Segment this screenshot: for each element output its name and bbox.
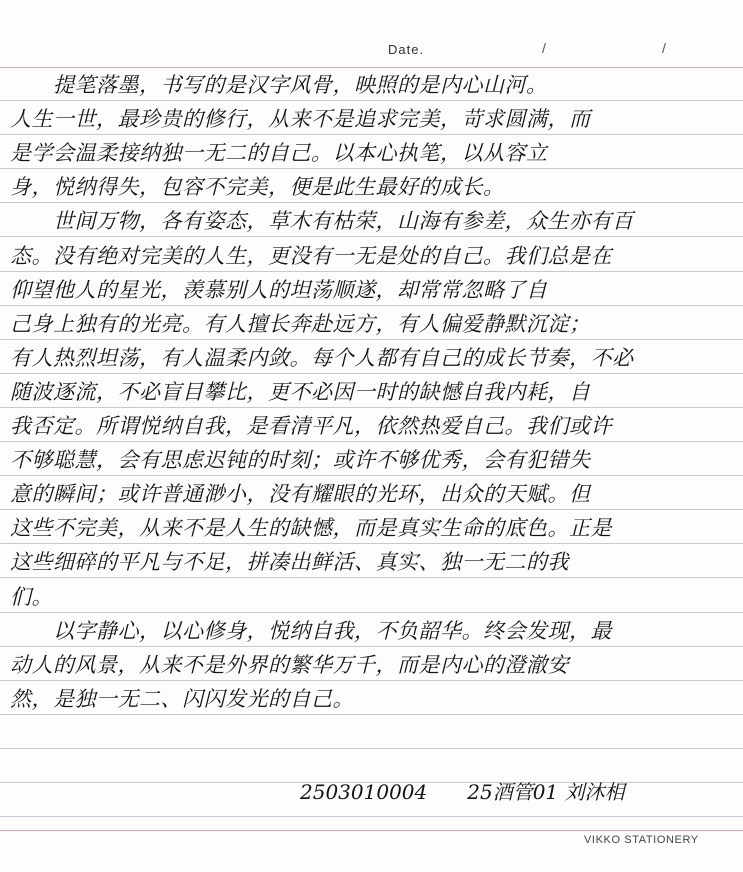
ruled-line	[0, 816, 743, 817]
essay-line: 这些细碎的平凡与不足，拼凑出鲜活、真实、独一无二的我	[10, 550, 569, 574]
essay-line: 是学会温柔接纳独一无二的自己。以本心执笔，以从容立	[10, 141, 548, 165]
ruled-line	[0, 714, 743, 715]
ruled-line	[0, 236, 743, 237]
essay-line: 世间万物，各有姿态，草木有枯荣，山海有参差，众生亦有百	[10, 209, 634, 233]
essay-line: 意的瞬间；或许普通渺小，没有耀眼的光环，出众的天赋。但	[10, 482, 591, 506]
student-id: 2503010004	[300, 780, 428, 804]
ruled-line	[0, 646, 743, 647]
ruled-line	[0, 543, 743, 544]
brand-label: VIKKO STATIONERY	[584, 834, 699, 846]
essay-line: 这些不完美，从来不是人生的缺憾，而是真实生命的底色。正是	[10, 516, 612, 540]
essay-line: 己身上独有的光亮。有人擅长奔赴远方，有人偏爱静默沉淀；	[10, 312, 591, 336]
ruled-line	[0, 407, 743, 408]
essay-line: 提笔落墨，书写的是汉字风骨，映照的是内心山河。	[10, 73, 548, 97]
ruled-line	[0, 168, 743, 169]
ruled-line	[0, 577, 743, 578]
ruled-line	[0, 612, 743, 613]
essay-line: 仰望他人的星光，羡慕别人的坦荡顺遂，却常常忽略了自	[10, 278, 548, 302]
header-rule	[0, 67, 743, 68]
ruled-line	[0, 441, 743, 442]
ruled-line	[0, 680, 743, 681]
essay-line: 们。	[10, 585, 53, 609]
essay-line: 随波逐流，不必盲目攀比，更不必因一时的缺憾自我内耗，自	[10, 380, 591, 404]
ruled-line	[0, 100, 743, 101]
date-slash-1: /	[542, 40, 546, 56]
essay-line: 我否定。所谓悦纳自我，是看清平凡，依然热爱自己。我们或许	[10, 414, 612, 438]
essay-line: 以字静心，以心修身，悦纳自我，不负韶华。终会发现，最	[10, 619, 612, 643]
essay-line: 态。没有绝对完美的人生，更没有一无是处的自己。我们总是在	[10, 244, 612, 268]
ruled-line	[0, 509, 743, 510]
author-name: 刘沐相	[564, 780, 625, 804]
essay-line: 有人热烈坦荡，有人温柔内敛。每个人都有自己的成长节奏，不必	[10, 346, 634, 370]
ruled-line	[0, 305, 743, 306]
ruled-line	[0, 373, 743, 374]
essay-line: 动人的风景，从来不是外界的繁华万千，而是内心的澄澈安	[10, 653, 569, 677]
footer-rule	[0, 830, 743, 831]
essay-line: 不够聪慧，会有思虑迟钝的时刻；或许不够优秀，会有犯错失	[10, 448, 591, 472]
signature-line	[300, 776, 625, 805]
essay-line: 然，是独一无二、闪闪发光的自己。	[10, 687, 354, 711]
class-name: 25酒管01	[467, 780, 559, 804]
ruled-line	[0, 748, 743, 749]
ruled-line	[0, 134, 743, 135]
date-slash-2: /	[662, 40, 666, 56]
essay-line: 人生一世，最珍贵的修行，从来不是追求完美，苛求圆满，而	[10, 107, 591, 131]
ruled-line	[0, 475, 743, 476]
ruled-line	[0, 202, 743, 203]
ruled-line	[0, 271, 743, 272]
ruled-line	[0, 339, 743, 340]
date-label: Date.	[388, 42, 425, 57]
essay-line: 身，悦纳得失，包容不完美，便是此生最好的成长。	[10, 175, 505, 199]
